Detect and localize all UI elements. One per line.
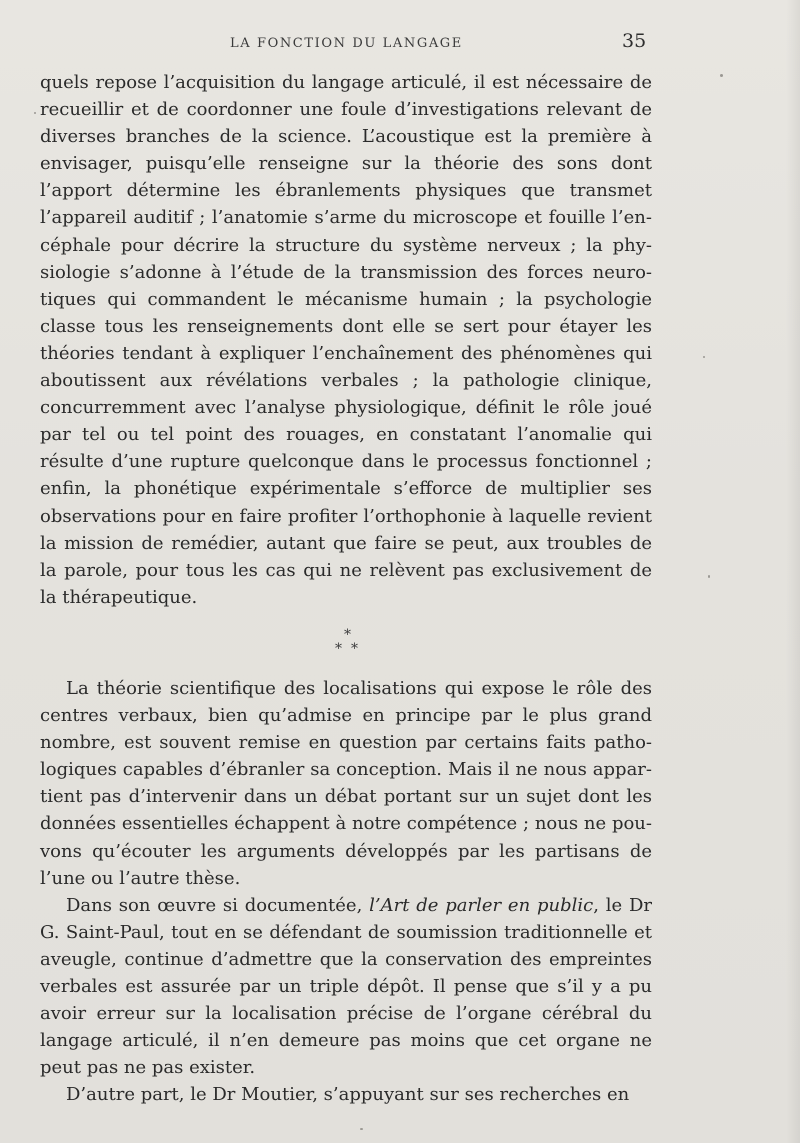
section-break <box>0 624 800 658</box>
paragraph-4: D’autre part, le Dr Moutier, s’appuyant sur ses recherches en <box>66 1084 630 1106</box>
paper-speck <box>360 1128 363 1130</box>
svg-text:*: * <box>335 641 342 657</box>
text-block-upper <box>40 69 652 611</box>
paper-speck <box>703 356 705 358</box>
asterism-icon <box>331 624 367 658</box>
paragraph-3 <box>40 892 652 1082</box>
book-title: l’Art de parler en public <box>369 894 594 916</box>
paragraph-2: La théorie scientifique des localisations qui expose le rôle des centres verbaux, bien qu’admise en principe par le plus grand nombre, est souvent remise en question par certains faits pathologiques capables d’ébranler sa conception. Mais il ne nous appartient pas d’intervenir dans un débat portant sur un sujet dont les données essentielles échappent à notre compétence ; nous ne pouvons qu’écouter les arguments développés par les partisans de l’une ou l’autre thèse. <box>40 678 652 889</box>
text-block-lower <box>40 675 652 1109</box>
paragraph-1: quels repose l’acquisition du langage articulé, il est nécessaire de recueillir et de coordonner une foule d’investigations relevant de diverses branches de la science. L’acoustique est la première à envisager, puisqu’elle renseigne sur la théorie des sons dont l’apport détermine les ébranlements physiques que transmet l’appareil auditif ; l’anatomie s’arme du microscope et fouille l’encéphale pour décrire la structure du système nerveux ; la physiologie s’adonne à l’étude de la transmission des forces neurotiques qui commandent le mécanisme humain ; la psychologie classe tous les renseignements dont elle se sert pour étayer les théories tendant à expliquer l’enchaînement des phénomènes qui aboutissent aux révélations verbales ; la pathologie clinique, concurremment avec l’analyse physiologique, définit le rôle joué par tel ou tel point des rouages, en constatant l’anomalie qui résulte d’une rupture quelconque dans le processus fonctionnel ; enfin, la phonétique expérimentale s’efforce de multiplier ses observations pour en faire profiter l’orthophonie à laquelle revient la mission de remédier, autant que faire se peut, aux troubles de la parole, pour tous les cas qui ne relèvent pas exclusivement de la thérapeutique. <box>40 72 652 608</box>
paper-speck <box>720 74 723 77</box>
paper-speck <box>34 112 36 114</box>
svg-text:*: * <box>344 627 351 643</box>
running-title: LA FONCTION DU LANGAGE <box>230 36 463 51</box>
paper-speck <box>708 575 710 578</box>
paragraph-3-rest: , le Dr G. Saint-Paul, tout en se défendant de soumission traditionnelle et aveugle, continue d’admettre que la conservation des empreintes verbales est assurée par un triple dépôt. Il pense que s’il y a pu avoir erreur sur la localisation précise de l’organe cérébral du langage articulé, il n’en demeure pas moins que cet organe ne peut pas ne pas exister. <box>40 894 652 1079</box>
paragraph-3-lead: Dans son œuvre si documentée, <box>66 894 370 916</box>
running-head <box>0 30 800 60</box>
svg-text:*: * <box>351 641 358 657</box>
page-edge-shadow <box>786 0 800 1143</box>
page-number: 35 <box>622 30 647 52</box>
